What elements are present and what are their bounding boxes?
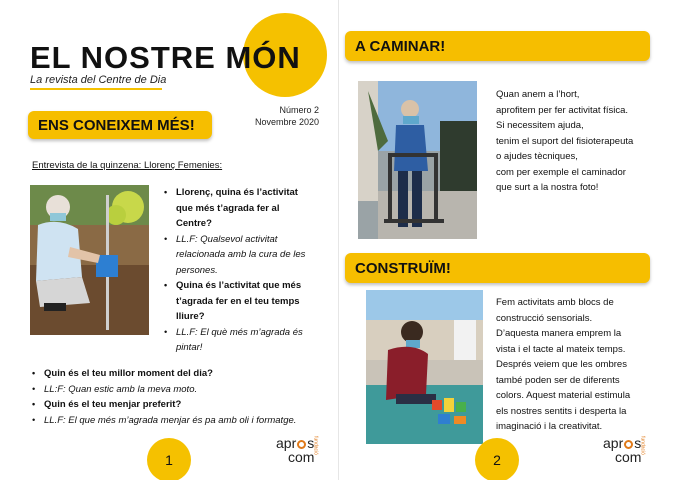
section-title-construim: CONSTRUÏM! [345,253,650,283]
photo-man-planting [30,185,149,335]
section1-text [496,87,671,196]
section1-line: o ajudes tècniques, [496,151,578,162]
section2-line: Després veiem que les ombres [496,359,627,370]
logo-text-top-end: s [307,435,315,451]
logo-text-top: apr [603,435,624,451]
section2-line: construcció sensorials. [496,312,593,324]
logo-tag: fundació [312,436,319,455]
logo-text-bottom: com [615,449,642,465]
page-number-2: 2 [475,438,519,480]
logo-o-ring [297,440,306,449]
section1-line: Quan anem a l’hort, [496,89,580,100]
logo-o-ring [624,440,633,449]
photo-man-planting-image [30,185,149,335]
section1-line: com per exemple el caminador [496,166,626,178]
question-3: • Quin és el teu millor moment del dia? [30,366,330,382]
magazine-title: EL NOSTRE MÓN [30,40,301,75]
page-number-1: 1 [147,438,191,480]
apros-com-logo [276,435,319,465]
section-title-ens-coneixem: ENS CONEIXEM MÉS! [28,111,212,139]
section1-line: aprofitem per fer activitat física. [496,104,628,116]
answer-4: • LL.F: El que més m’agrada menjar és pa amb oli i formatge. [30,413,330,429]
qa-list-right [162,185,312,356]
logo-tag: fundació [639,436,646,455]
section2-line: els nostres sentits i desperta la [496,405,627,417]
issue-date: Novembre 2020 [254,117,319,127]
logo-text-top-end: s [634,435,642,451]
answer-1: • LL.F: Qualsevol activitat relacionada amb la cura de les persones. [162,232,312,279]
section2-line: D’aquesta manera emprem la [496,328,622,339]
section2-text [496,295,671,435]
section2-line: vista i el tacte al mateix temps. [496,343,626,355]
logo-text-top: apr [276,435,297,451]
interview-label: Entrevista de la quinzena: Llorenç Femenies: [32,160,223,171]
apros-com-logo [603,435,646,465]
section2-line: colors. Aquest material estimula [496,390,631,401]
photo-building-blocks [366,290,483,444]
section1-line: Si necessitem ajuda, [496,120,584,131]
magazine-subtitle: La revista del Centre de Dia [30,74,167,86]
section2-line: imaginació i la creativitat. [496,421,603,432]
qa-list-bottom [30,366,330,428]
section2-line: Fem activitats amb blocs de [496,297,614,308]
question-1: • Llorenç, quina és l’activitat que més t’agrada fer al Centre? [162,185,312,232]
subtitle-underline [30,88,162,90]
issue-number: Número 2 [279,105,319,115]
photo-building-blocks-image [366,290,483,444]
photo-man-walker-image [358,81,477,239]
question-4: • Quin és el teu menjar preferit? [30,397,330,413]
answer-3: • LL:F: Quan estic amb la meva moto. [30,382,330,398]
answer-2: • LL.F: El què més m’agrada és pintar! [162,325,312,356]
magazine-page-2 [339,0,678,480]
issue-info [255,104,319,128]
photo-man-walker [358,81,477,239]
question-2: • Quina és l’activitat que més t’agrada fer en el teu temps lliure? [162,278,312,325]
section2-line: també poden ser de diferents [496,374,620,386]
logo-text-bottom: com [288,449,315,465]
section1-line: que surt a la nostra foto! [496,182,599,193]
section-title-a-caminar: A CAMINAR! [345,31,650,61]
section1-line: tenim el suport del fisioterapeuta [496,135,634,147]
